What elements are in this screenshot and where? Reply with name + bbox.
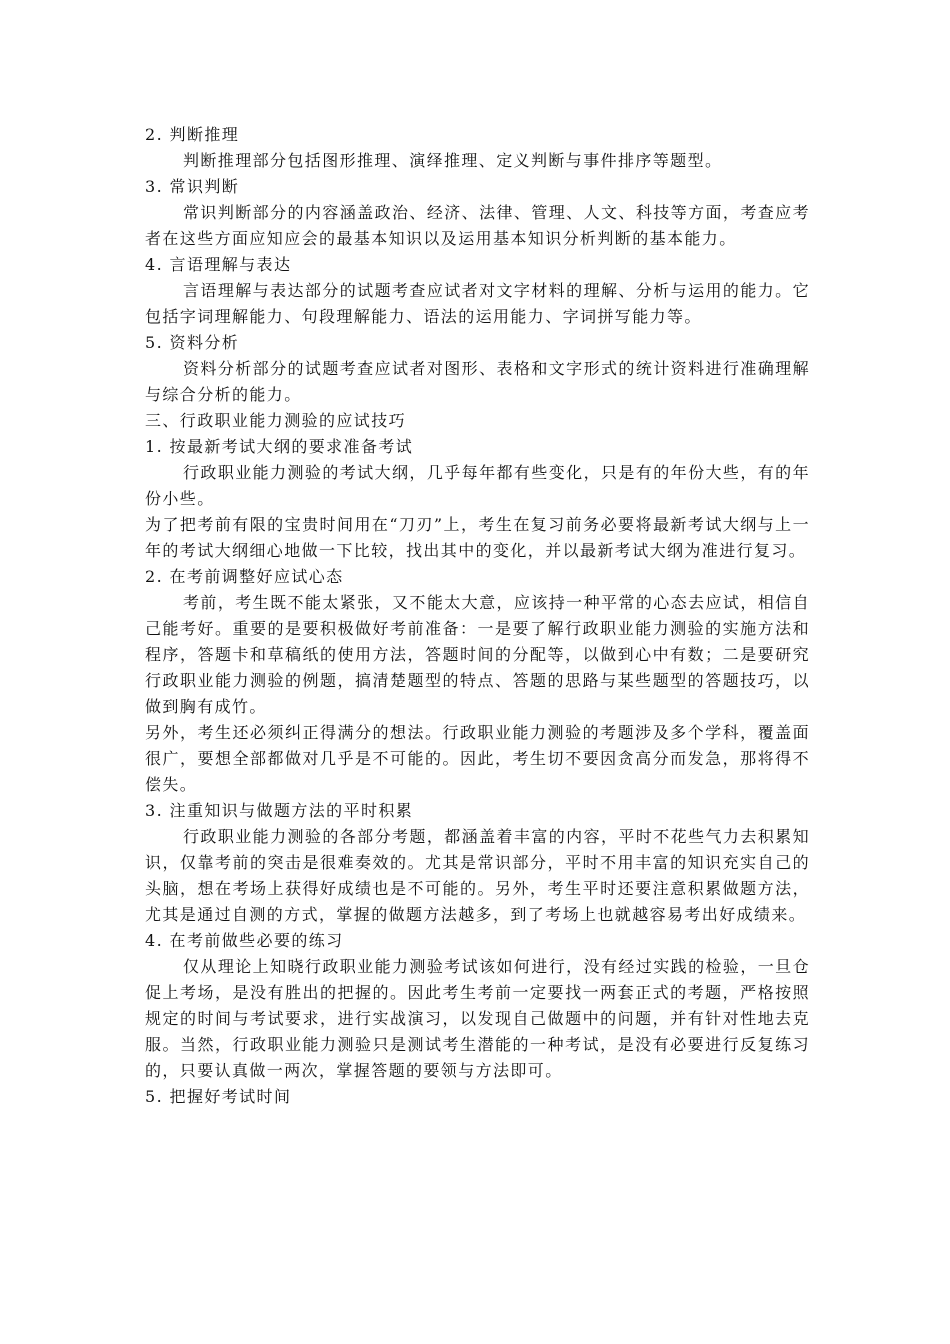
paragraph: 考前，考生既不能太紧张，又不能太大意，应该持一种平常的心态去应试，相信自己能考好。重要的是要积极做好考前准备：一是要了解行政职业能力测验的实施方法和程序，答题卡和草稿纸的使用方法，答题时间的分配等，以做到心中有数；二是要研究行政职业能力测验的例题，搞清楚题型的特点、答题的思路与某些题型的答题技巧，以做到胸有成竹。 bbox=[145, 593, 810, 716]
paragraph: 资料分析部分的试题考查应试者对图形、表格和文字形式的统计资料进行准确理解与综合分析的能力。 bbox=[145, 359, 810, 404]
paragraph: 为了把考前有限的宝贵时间用在“刀刃”上，考生在复习前务必要将最新考试大纲与上一年的考试大纲细心地做一下比较，找出其中的变化，并以最新考试大纲为准进行复习。 bbox=[145, 515, 810, 560]
paragraph: 判断推理部分包括图形推理、演绎推理、定义判断与事件排序等题型。 bbox=[183, 151, 723, 170]
section-heading: 4. 在考前做些必要的练习 bbox=[145, 931, 344, 950]
chapter-heading: 三、行政职业能力测验的应试技巧 bbox=[145, 411, 407, 430]
section-heading: 3. 注重知识与做题方法的平时积累 bbox=[145, 801, 414, 820]
section-heading: 3. 常识判断 bbox=[145, 177, 240, 196]
section-heading: 2. 在考前调整好应试心态 bbox=[145, 567, 344, 586]
section-heading: 4. 言语理解与表达 bbox=[145, 255, 292, 274]
document-page bbox=[145, 122, 810, 1110]
paragraph: 言语理解与表达部分的试题考查应试者对文字材料的理解、分析与运用的能力。它包括字词理解能力、句段理解能力、语法的运用能力、字词拼写能力等。 bbox=[145, 281, 810, 326]
section-heading: 5. 把握好考试时间 bbox=[145, 1087, 292, 1106]
paragraph: 行政职业能力测验的考试大纲，几乎每年都有些变化，只是有的年份大些，有的年份小些。 bbox=[145, 463, 810, 508]
paragraph: 行政职业能力测验的各部分考题，都涵盖着丰富的内容，平时不花些气力去积累知识，仅靠考前的突击是很难奏效的。尤其是常识部分，平时不用丰富的知识充实自己的头脑，想在考场上获得好成绩也是不可能的。另外，考生平时还要注意积累做题方法，尤其是通过自测的方式，掌握的做题方法越多，到了考场上也就越容易考出好成绩来。 bbox=[145, 827, 810, 924]
paragraph: 仅从理论上知晓行政职业能力测验考试该如何进行，没有经过实践的检验，一旦仓促上考场，是没有胜出的把握的。因此考生考前一定要找一两套正式的考题，严格按照规定的时间与考试要求，进行实战演习，以发现自己做题中的问题，并有针对性地去克服。当然，行政职业能力测验只是测试考生潜能的一种考试，是没有必要进行反复练习的，只要认真做一两次，掌握答题的要领与方法即可。 bbox=[145, 957, 810, 1080]
section-heading: 2. 判断推理 bbox=[145, 125, 240, 144]
section-heading: 5. 资料分析 bbox=[145, 333, 240, 352]
paragraph: 另外，考生还必须纠正得满分的想法。行政职业能力测验的考题涉及多个学科，覆盖面很广，要想全部都做对几乎是不可能的。因此，考生切不要因贪高分而发急，那将得不偿失。 bbox=[145, 723, 810, 794]
section-heading: 1. 按最新考试大纲的要求准备考试 bbox=[145, 437, 414, 456]
paragraph: 常识判断部分的内容涵盖政治、经济、法律、管理、人文、科技等方面，考查应考者在这些方面应知应会的最基本知识以及运用基本知识分析判断的基本能力。 bbox=[145, 203, 810, 248]
